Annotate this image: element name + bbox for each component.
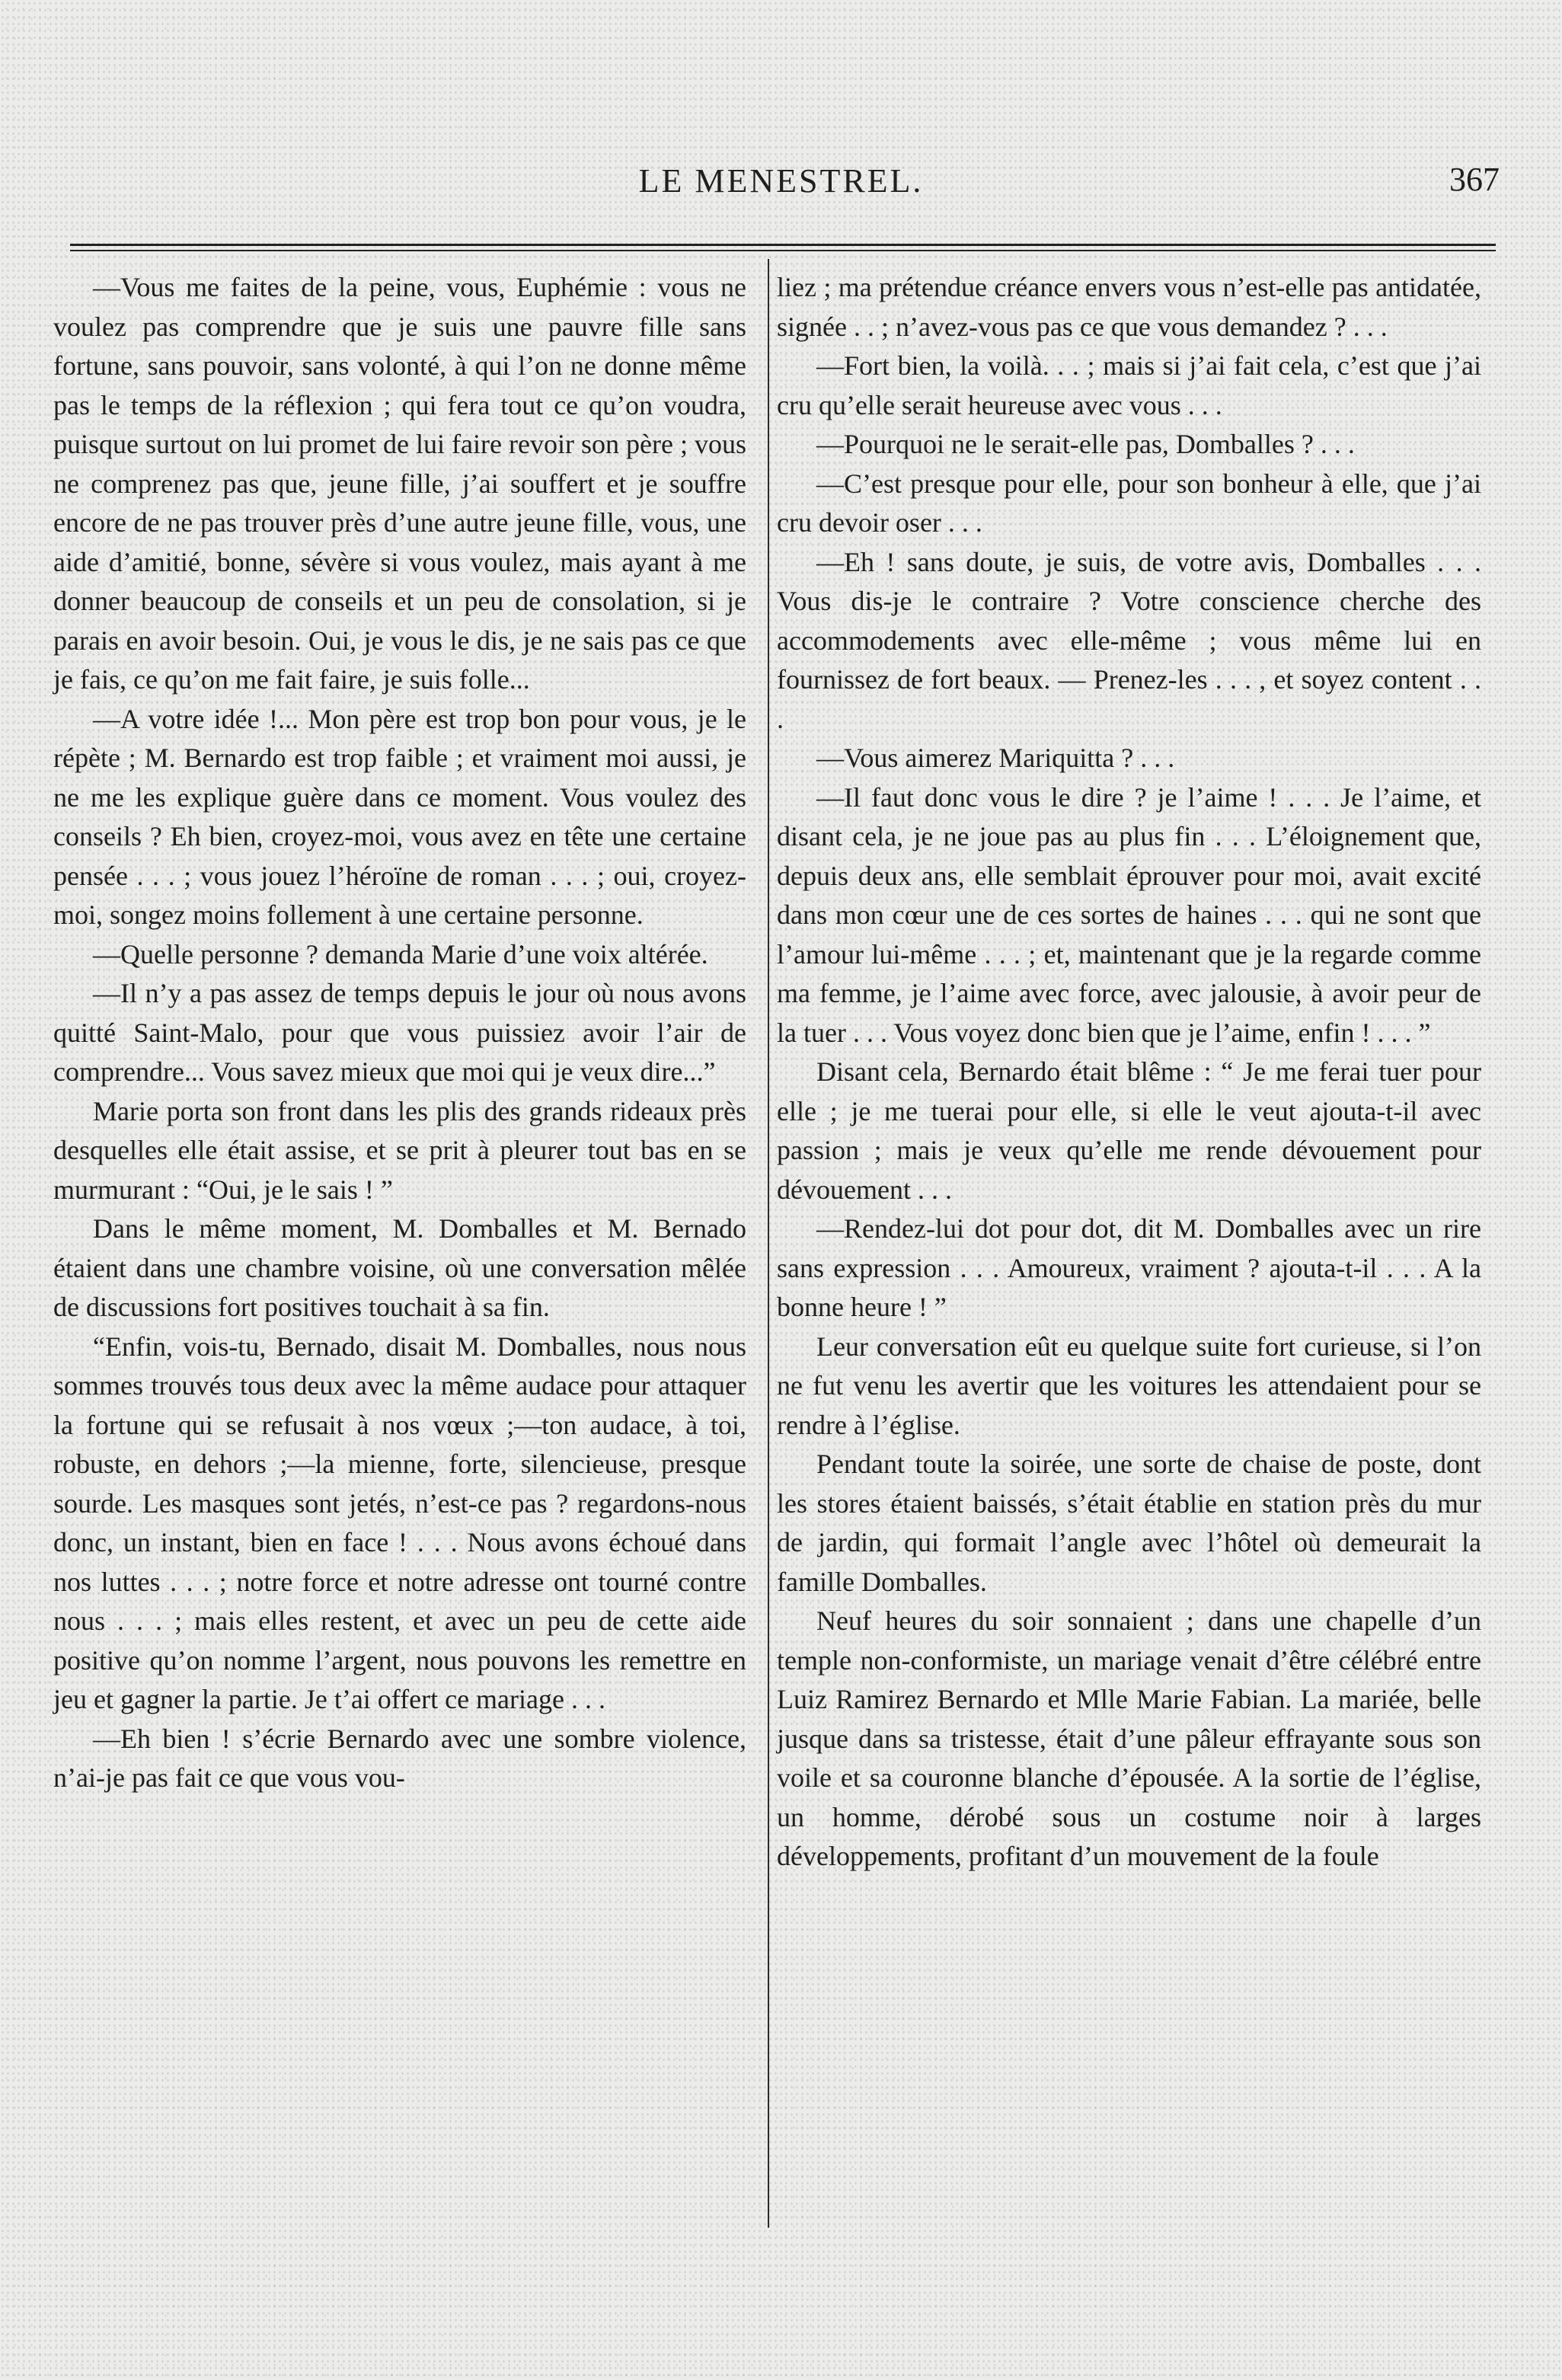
paragraph: —Vous aimerez Mariquitta ? . . . xyxy=(816,743,1175,773)
paragraph: Dans le même moment, M. Domballes et M. Bernado étaient dans une chambre voisine, où une conversation mêlée de discussions fort positives touchait à sa fin. xyxy=(53,1213,746,1322)
paragraph: —Pourquoi ne le serait-elle pas, Domballes ? . . . xyxy=(816,429,1355,459)
paragraph: Marie porta son front dans les plis des grands rideaux près desquelles elle était assise, et se prit à pleurer tout bas en se murmurant : “Oui, je le sais ! ” xyxy=(53,1095,746,1205)
paragraph: —Eh bien ! s’écrie Bernardo avec une sombre violence, n’ai-je pas fait ce que vous vou- xyxy=(53,1723,746,1793)
right-column xyxy=(777,268,1481,1877)
left-column xyxy=(53,268,746,1798)
paragraph: liez ; ma prétendue créance envers vous n’est-elle pas antidatée, signée . . ; n’avez-vous pas ce que vous demandez ? . . . xyxy=(777,272,1481,342)
paragraph: —Rendez-lui dot pour dot, dit M. Domballes avec un rire sans expression . . . Amoureux, vraiment ? ajouta-t-il . . . A la bonne heure ! ” xyxy=(777,1213,1481,1322)
paragraph: “Enfin, vois-tu, Bernado, disait M. Domballes, nous nous sommes trouvés tous deux avec la même audace pour attaquer la fortune qui se refusait à nos vœux ;—ton audace, à toi, robuste, en dehors ;—la mienne, forte, silencieuse, presque sourde. Les masques sont jetés, n’est-ce pas ? regardons-nous donc, un instant, bien en face ! . . . Nous avons échoué dans nos luttes . . . ; notre force et notre adresse ont tourné contre nous . . . ; mais elles restent, et avec un peu de cette aide positive qu’on nomme l’argent, nous pouvons les remettre en jeu et gagner la partie. Je t’ai offert ce mariage . . . xyxy=(53,1331,746,1714)
paragraph: —C’est presque pour elle, pour son bonheur à elle, que j’ai cru devoir oser . . . xyxy=(777,468,1481,538)
paragraph: —A votre idée !... Mon père est trop bon pour vous, je le répète ; M. Bernardo est trop faible ; et vraiment moi aussi, je ne me les explique guère dans ce moment. Vous voulez des conseils ? Eh bien, croyez-moi, vous avez en tête une certaine pensée . . . ; vous jouez l’héroïne de roman . . . ; oui, croyez-moi, songez moins follement à une certaine personne. xyxy=(53,703,746,930)
paragraph: Neuf heures du soir sonnaient ; dans une chapelle d’un temple non-conformiste, un mariage venait d’être célébré entre Luiz Ramirez Bernardo et Mlle Marie Fabian. La mariée, belle jusque dans sa tristesse, était d’une pâleur effrayante sous son voile et sa couronne blanche d’épousée. A la sortie de l’église, un homme, dérobé sous un costume noir à larges développements, profitant d’un mouvement de la foule xyxy=(777,1605,1481,1871)
header-rule-thin xyxy=(70,250,1496,251)
paragraph: Disant cela, Bernardo était blême : “ Je me ferai tuer pour elle ; je me tuerai pour elle, si elle le veut ajouta-t-il avec passion ; mais je veux qu’elle me rende dévouement pour dévouement . . . xyxy=(777,1056,1481,1205)
page-header-title: LE MENESTREL. xyxy=(638,162,924,200)
paragraph: —Fort bien, la voilà. . . ; mais si j’ai fait cela, c’est que j’ai cru qu’elle serait heureuse avec vous . . . xyxy=(777,350,1481,420)
page-number: 367 xyxy=(1449,161,1500,198)
paragraph: Leur conversation eût eu quelque suite fort curieuse, si l’on ne fut venu les avertir que les voitures les attendaient pour se rendre à l’église. xyxy=(777,1331,1481,1440)
header-rule xyxy=(70,244,1496,246)
paragraph: —Vous me faites de la peine, vous, Euphémie : vous ne voulez pas comprendre que je suis une pauvre fille sans fortune, sans pouvoir, sans volonté, à qui l’on ne donne même pas le temps de la réflexion ; qui fera tout ce qu’on voudra, puisque surtout on lui promet de lui faire revoir son père ; vous ne comprenez pas que, jeune fille, j’ai souffert et je souffre encore de ne pas trouver près d’une autre jeune fille, vous, une aide d’amitié, bonne, sévère si vous voulez, mais ayant à me donner beaucoup de conseils et un peu de consolation, si je parais en avoir besoin. Oui, je vous le dis, je ne sais pas ce que je fais, ce qu’on me fait faire, je suis folle... xyxy=(53,272,746,695)
paragraph: —Il n’y a pas assez de temps depuis le jour où nous avons quitté Saint-Malo, pour que vous puissiez avoir l’air de comprendre... Vous savez mieux que moi qui je veux dire...” xyxy=(53,978,746,1087)
paragraph: —Il faut donc vous le dire ? je l’aime ! . . . Je l’aime, et disant cela, je ne joue pas au plus fin . . . L’éloignement que, depuis deux ans, elle semblait éprouver pour moi, avait excité dans mon cœur une de ces sortes de haines . . . qui ne sont que l’amour lui-même . . . ; et, maintenant que je la regarde comme ma femme, je l’aime avec force, avec jalousie, à avoir peur de la tuer . . . Vous voyez donc bien que je l’aime, enfin ! . . . ” xyxy=(777,781,1481,1048)
paragraph: —Quelle personne ? demanda Marie d’une voix altérée. xyxy=(93,938,708,970)
column-divider xyxy=(768,259,769,2228)
paragraph: Pendant toute la soirée, une sorte de chaise de poste, dont les stores étaient baissés, s’était établie en station près du mur de jardin, qui formait l’angle avec l’hôtel où demeurait la famille Domballes. xyxy=(777,1449,1481,1597)
paragraph: —Eh ! sans doute, je suis, de votre avis, Domballes . . . Vous dis-je le contraire ? Votre conscience cherche des accommodements avec elle-même ; vous même lui en fournissez de fort beaux. — Prenez-les . . . , et soyez content . . . xyxy=(777,546,1481,734)
